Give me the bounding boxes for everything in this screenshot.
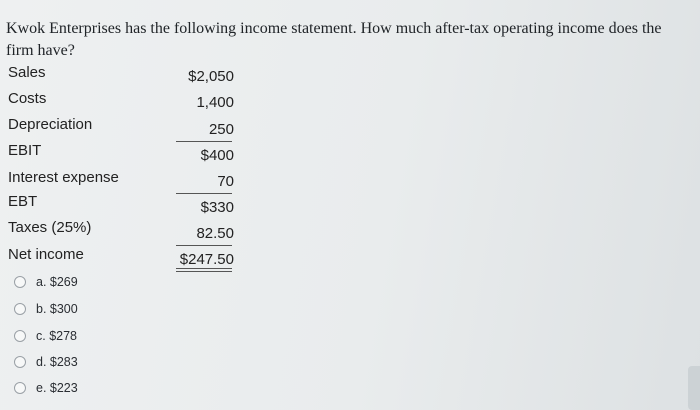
option-b[interactable] bbox=[14, 299, 78, 319]
subtotal-rule-ebit bbox=[176, 141, 232, 142]
row-label-sales: Sales bbox=[8, 64, 46, 81]
row-label-depreciation: Depreciation bbox=[8, 116, 93, 133]
radio-circle-icon[interactable] bbox=[14, 330, 26, 342]
row-value-ebt: $330 bbox=[200, 199, 234, 216]
option-d[interactable] bbox=[14, 352, 78, 372]
option-e-label: e. $223 bbox=[36, 381, 78, 395]
row-value-net-income: $247.50 bbox=[179, 251, 234, 268]
option-a-label: a. $269 bbox=[36, 275, 78, 289]
row-label-ebt: EBT bbox=[8, 193, 38, 210]
option-d-label: d. $283 bbox=[36, 355, 78, 369]
total-double-rule bbox=[176, 268, 232, 272]
row-value-interest-expense: 70 bbox=[217, 173, 234, 190]
option-c[interactable] bbox=[14, 326, 77, 346]
row-value-ebit: $400 bbox=[200, 147, 234, 164]
row-value-sales: $2,050 bbox=[188, 68, 234, 85]
radio-circle-icon[interactable] bbox=[14, 303, 26, 315]
option-c-label: c. $278 bbox=[36, 329, 78, 343]
row-value-taxes: 82.50 bbox=[196, 225, 234, 242]
subtotal-rule-ebt bbox=[176, 193, 232, 194]
row-label-net-income: Net income bbox=[8, 246, 84, 263]
row-label-interest-expense: Interest expense bbox=[8, 169, 119, 186]
side-panel-tab[interactable] bbox=[688, 366, 700, 410]
subtotal-rule-net-income bbox=[176, 245, 232, 246]
radio-circle-icon[interactable] bbox=[14, 356, 26, 368]
row-label-ebit: EBIT bbox=[8, 142, 42, 159]
row-label-taxes: Taxes (25%) bbox=[8, 219, 92, 236]
question-text: Kwok Enterprises has the following income statement. How much after-tax operating income does the firm have? bbox=[6, 20, 662, 59]
row-value-costs: 1,400 bbox=[196, 94, 234, 111]
option-b-label: b. $300 bbox=[36, 302, 78, 316]
option-a[interactable] bbox=[14, 272, 78, 292]
radio-circle-icon[interactable] bbox=[14, 276, 26, 288]
row-label-costs: Costs bbox=[8, 90, 47, 107]
radio-circle-icon[interactable] bbox=[14, 382, 26, 394]
option-e[interactable] bbox=[14, 378, 78, 398]
row-value-depreciation: 250 bbox=[208, 121, 234, 138]
